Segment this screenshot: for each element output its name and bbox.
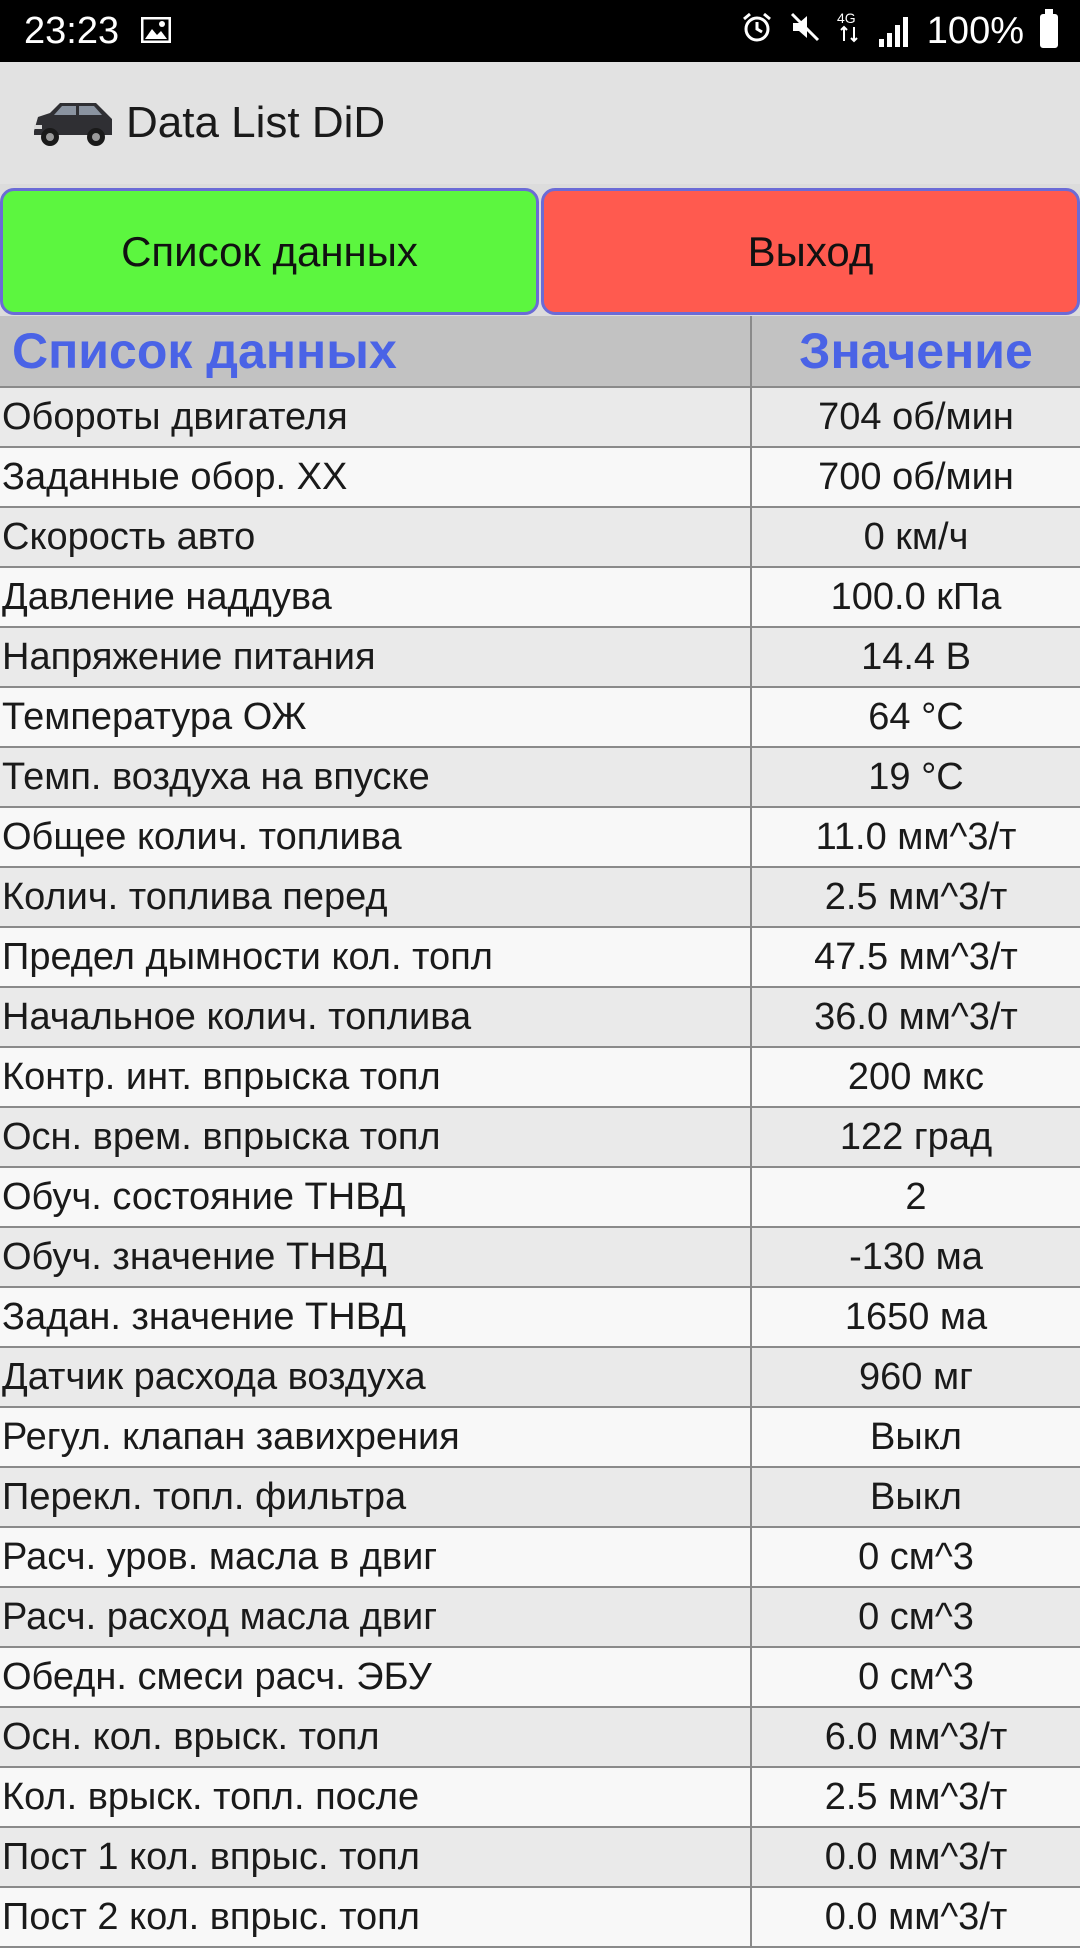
table-row bbox=[0, 1888, 1080, 1948]
parameter-name: Контр. инт. впрыска топл bbox=[0, 1048, 752, 1106]
parameter-name: Пост 1 кол. впрыс. топл bbox=[0, 1828, 752, 1886]
parameter-value: 2 bbox=[905, 1175, 927, 1218]
parameter-value: 0.0 мм^3/т bbox=[824, 1835, 1008, 1878]
parameter-name: Температура ОЖ bbox=[0, 688, 752, 746]
table-row bbox=[0, 928, 1080, 988]
parameter-value: 0 км/ч bbox=[863, 515, 969, 558]
parameter-value: 704 об/мин bbox=[818, 395, 1014, 438]
parameter-name: Заданные обор. XX bbox=[0, 448, 752, 506]
parameter-value: Выкл bbox=[870, 1475, 962, 1518]
parameter-name: Обедн. смеси расч. ЭБУ bbox=[0, 1648, 752, 1706]
parameter-value: 100.0 кПа bbox=[830, 575, 1002, 618]
table-row bbox=[0, 1168, 1080, 1228]
table-row bbox=[0, 808, 1080, 868]
image-icon bbox=[141, 10, 171, 53]
parameter-name: Расч. уров. масла в двиг bbox=[0, 1528, 752, 1586]
parameter-value: 14.4 В bbox=[861, 635, 971, 678]
header-value: Значение bbox=[799, 323, 1033, 379]
table-row bbox=[0, 1588, 1080, 1648]
table-row bbox=[0, 1468, 1080, 1528]
parameter-value: 2.5 мм^3/т bbox=[824, 875, 1008, 918]
header-parameter: Список данных bbox=[0, 316, 752, 386]
app-bar bbox=[0, 62, 1080, 184]
parameter-value: 0 см^3 bbox=[858, 1655, 974, 1698]
status-time: 23:23 bbox=[24, 9, 120, 52]
parameter-value: 960 мг bbox=[859, 1355, 973, 1398]
car-icon bbox=[30, 95, 116, 151]
status-bar-left bbox=[24, 10, 171, 53]
parameter-name: Предел дымности кол. топл bbox=[0, 928, 752, 986]
table-row bbox=[0, 1648, 1080, 1708]
parameter-value: 11.0 мм^3/т bbox=[815, 815, 1017, 858]
table-row bbox=[0, 1288, 1080, 1348]
table-row bbox=[0, 1528, 1080, 1588]
parameter-name: Перекл. топл. фильтра bbox=[0, 1468, 752, 1526]
parameter-value: -130 ма bbox=[849, 1235, 983, 1278]
table-row bbox=[0, 1828, 1080, 1888]
parameter-value: 122 град bbox=[839, 1115, 993, 1158]
parameter-value: 0 см^3 bbox=[858, 1535, 974, 1578]
parameter-value: 0.0 мм^3/т bbox=[824, 1895, 1008, 1938]
parameter-name: Обороты двигателя bbox=[0, 388, 752, 446]
parameter-name: Осн. врем. впрыска топл bbox=[0, 1108, 752, 1166]
table-row bbox=[0, 748, 1080, 808]
parameter-name: Начальное колич. топлива bbox=[0, 988, 752, 1046]
parameter-name: Датчик расхода воздуха bbox=[0, 1348, 752, 1406]
parameter-value: 6.0 мм^3/т bbox=[824, 1715, 1008, 1758]
alarm-icon bbox=[741, 10, 773, 53]
parameter-value: 0 см^3 bbox=[858, 1595, 974, 1638]
battery-percent: 100% bbox=[926, 9, 1024, 52]
table-row bbox=[0, 568, 1080, 628]
svg-text:4G: 4G bbox=[836, 10, 856, 26]
app-title: Data List DiD bbox=[126, 98, 386, 147]
table-row bbox=[0, 1408, 1080, 1468]
exit-button[interactable]: Выход bbox=[541, 188, 1080, 315]
table-row bbox=[0, 1708, 1080, 1768]
table-body bbox=[0, 388, 1080, 1948]
table-row bbox=[0, 1048, 1080, 1108]
parameter-name: Расч. расход масла двиг bbox=[0, 1588, 752, 1646]
parameter-name: Регул. клапан завихрения bbox=[0, 1408, 752, 1466]
parameter-value: 1650 ма bbox=[844, 1295, 988, 1338]
table-row bbox=[0, 868, 1080, 928]
mute-icon bbox=[789, 10, 821, 53]
table-row bbox=[0, 1768, 1080, 1828]
parameter-value: 700 об/мин bbox=[818, 455, 1014, 498]
parameter-value: 64 °C bbox=[868, 695, 964, 738]
table-row bbox=[0, 988, 1080, 1048]
parameter-name: Общее колич. топлива bbox=[0, 808, 752, 866]
parameter-value: 47.5 мм^3/т bbox=[814, 935, 1018, 978]
table-row bbox=[0, 688, 1080, 748]
parameter-name: Задан. значение ТНВД bbox=[0, 1288, 752, 1346]
action-buttons bbox=[0, 188, 1080, 315]
table-header bbox=[0, 316, 1080, 388]
status-bar-right bbox=[725, 9, 1058, 53]
parameter-name: Колич. топлива перед bbox=[0, 868, 752, 926]
table-row bbox=[0, 448, 1080, 508]
parameter-name: Кол. врыск. топл. после bbox=[0, 1768, 752, 1826]
signal-icon bbox=[879, 15, 911, 47]
table-row bbox=[0, 628, 1080, 688]
data-list-button[interactable]: Список данных bbox=[0, 188, 539, 315]
parameter-value: 200 мкс bbox=[847, 1055, 985, 1098]
parameter-value: Выкл bbox=[870, 1415, 962, 1458]
parameter-name: Напряжение питания bbox=[0, 628, 752, 686]
parameter-value: 2.5 мм^3/т bbox=[824, 1775, 1008, 1818]
data-table bbox=[0, 316, 1080, 1948]
table-row bbox=[0, 1108, 1080, 1168]
parameter-value: 36.0 мм^3/т bbox=[814, 995, 1018, 1038]
parameter-name: Скорость авто bbox=[0, 508, 752, 566]
parameter-name: Обуч. значение ТНВД bbox=[0, 1228, 752, 1286]
table-row bbox=[0, 388, 1080, 448]
parameter-name: Давление наддува bbox=[0, 568, 752, 626]
table-row bbox=[0, 1228, 1080, 1288]
parameter-name: Осн. кол. врыск. топл bbox=[0, 1708, 752, 1766]
parameter-value: 19 °C bbox=[868, 755, 964, 798]
parameter-name: Темп. воздуха на впуске bbox=[0, 748, 752, 806]
network-4g-icon bbox=[837, 9, 863, 53]
parameter-name: Пост 2 кол. впрыс. топл bbox=[0, 1888, 752, 1946]
status-bar bbox=[0, 0, 1080, 62]
parameter-name: Обуч. состояние ТНВД bbox=[0, 1168, 752, 1226]
battery-icon bbox=[1040, 14, 1058, 48]
table-row bbox=[0, 1348, 1080, 1408]
table-row bbox=[0, 508, 1080, 568]
